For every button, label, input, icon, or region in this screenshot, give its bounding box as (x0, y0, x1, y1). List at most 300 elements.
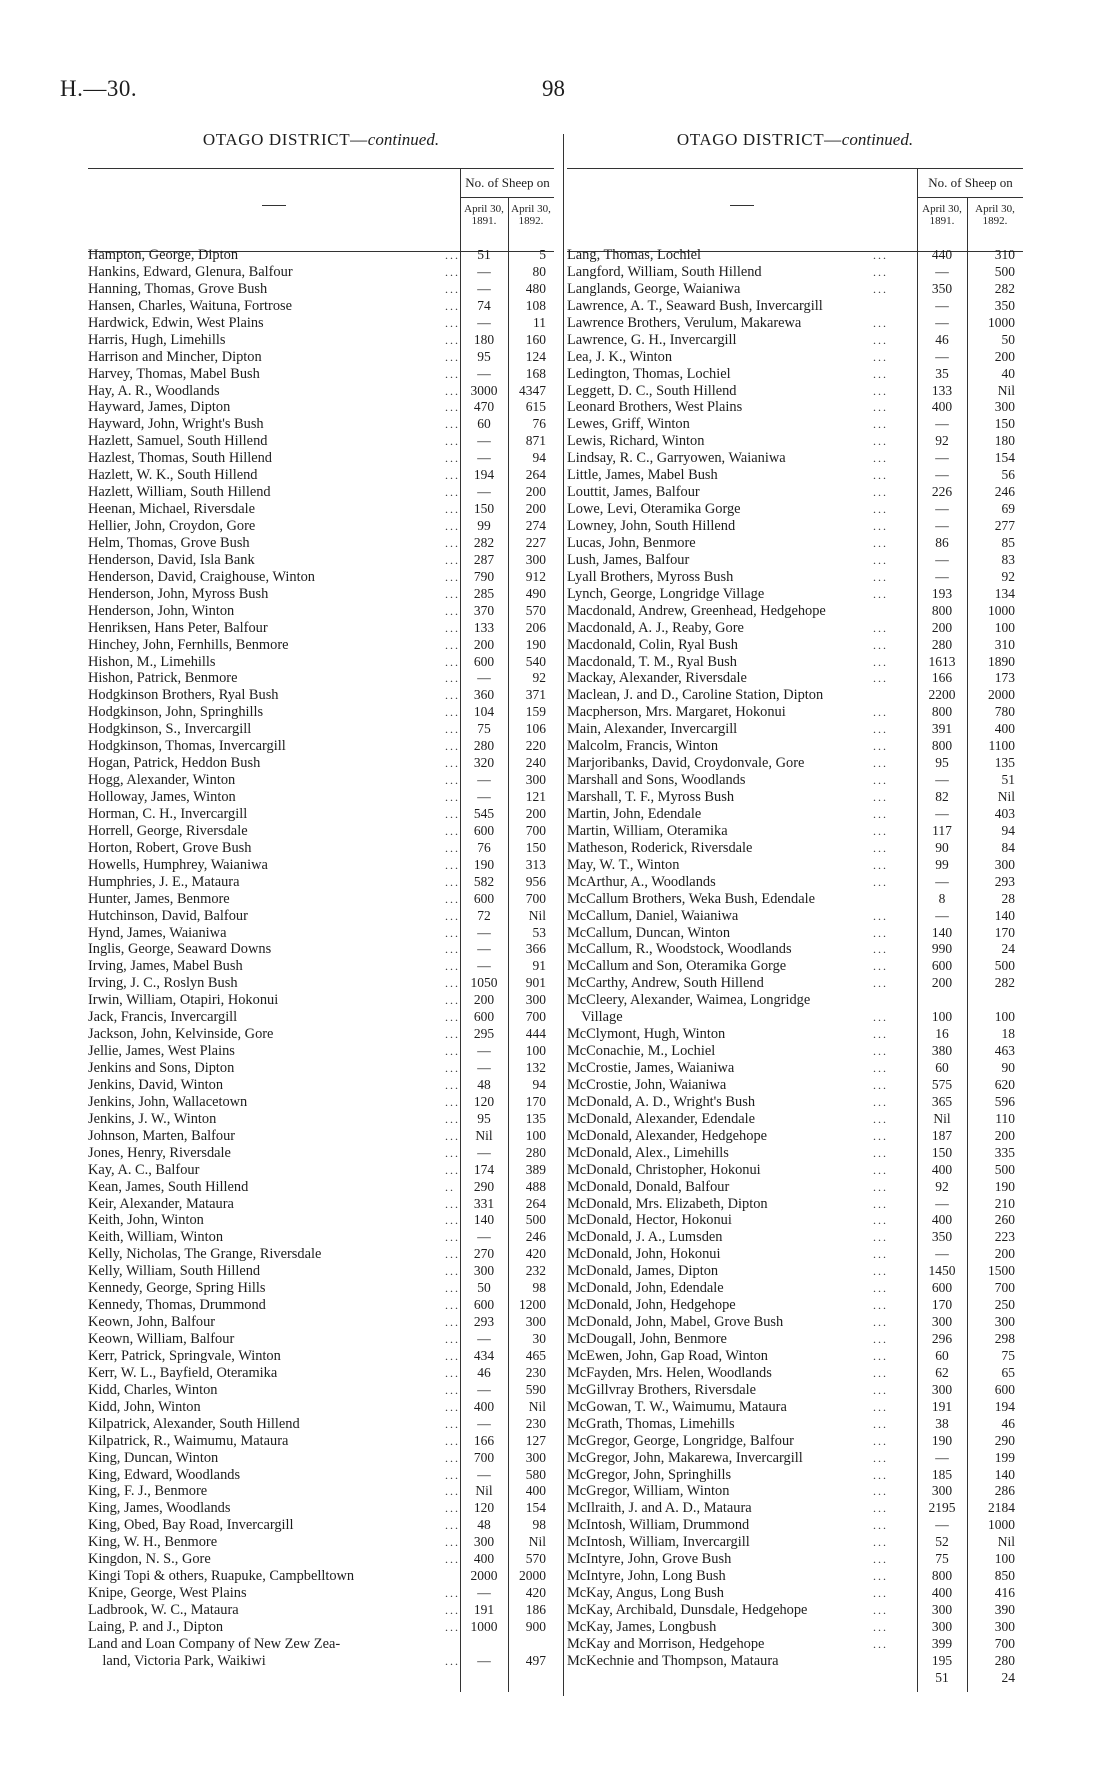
page-number: 98 (542, 76, 565, 101)
leader-dots: ... (873, 1281, 888, 1296)
sheep-1892-value: 335 (994, 1144, 1015, 1160)
table-row (88, 975, 554, 992)
table-row (567, 1026, 1023, 1043)
sheep-1892-value: 277 (994, 518, 1015, 533)
table-row (88, 247, 554, 264)
sheep-1891-value: 600 (931, 958, 953, 974)
leader-dots: ... (873, 654, 888, 669)
leader-dots: ... (873, 1145, 888, 1160)
owner-name: Jenkins, J. W., Winton (88, 1110, 217, 1127)
sheep-1892-value: 200 (525, 805, 546, 821)
owner-name: King, Obed, Bay Road, Invercargill (88, 1517, 294, 1534)
sheep-1891-value: 95 (477, 1110, 491, 1126)
owner-name: Jenkins and Sons, Dipton (88, 1060, 235, 1076)
table-row (567, 1128, 1023, 1145)
sheep-1892-value: 200 (994, 1246, 1015, 1262)
sheep-1892-value: 140 (994, 1466, 1015, 1482)
table-row (88, 1229, 554, 1246)
table-row (88, 298, 554, 315)
table-row (567, 1585, 1023, 1602)
sheep-1891-value: 60 (935, 1060, 949, 1075)
owner-name: McDonald, Christopher, Hokonui (567, 1161, 761, 1178)
sheep-1891-value: 193 (931, 585, 953, 601)
owner-name: Marshall, T. F., Myross Bush (567, 789, 735, 805)
leader-dots: ... (873, 1501, 888, 1516)
leader-dots: ... (445, 857, 460, 872)
table-row (88, 908, 554, 925)
owner-name: Holloway, James, Winton (88, 789, 236, 805)
table-row (567, 518, 1023, 535)
leader-dots: ... (873, 552, 888, 567)
sheep-1891-value: 51 (477, 247, 491, 262)
table-row (88, 840, 554, 857)
sheep-1891-value: 350 (931, 1229, 953, 1245)
table-row (567, 992, 1023, 1009)
sheep-1892-value: 53 (532, 924, 546, 940)
table-row (567, 1534, 1023, 1551)
owner-name: Main, Alexander, Invercargill (567, 721, 738, 738)
table-row (567, 806, 1023, 823)
table-row (88, 416, 554, 433)
sheep-1892-value: 168 (525, 365, 546, 381)
leader-dots: ... (873, 281, 888, 296)
table-row (567, 1653, 1023, 1670)
table-row (88, 1009, 554, 1026)
table-row (88, 1246, 554, 1263)
table-row (567, 1263, 1023, 1280)
sheep-1892-value: 615 (525, 399, 546, 415)
sheep-1891-value: 280 (473, 738, 495, 754)
sheep-1892-value: 46 (1001, 1415, 1015, 1431)
sheep-1891-value: — (477, 263, 491, 279)
sheep-1891-value: — (935, 873, 949, 889)
sheep-1892-value: 1000 (988, 1517, 1015, 1533)
sheep-1891-value: Nil (475, 1483, 493, 1499)
sheep-1892-value: 246 (525, 1229, 546, 1245)
owner-name: McDonald, Alexander, Hedgehope (567, 1127, 768, 1144)
table-row (567, 1314, 1023, 1331)
owner-name: McCallum, Daniel, Waianiwa (567, 907, 739, 924)
leader-dots: ... (445, 1128, 460, 1143)
owner-name: Lewis, Richard, Winton (567, 433, 705, 450)
leader-dots: ... (873, 925, 888, 940)
sheep-1891-value: 1050 (470, 975, 498, 991)
sheep-1891-value: 800 (931, 738, 953, 754)
owner-name: King, James, Woodlands (88, 1500, 231, 1517)
owner-name: Hansen, Charles, Waituna, Fortrose (88, 297, 292, 314)
table-row (567, 552, 1023, 569)
table-row (88, 1162, 554, 1179)
owner-name: Henderson, David, Craighouse, Winton (88, 568, 315, 585)
owner-name: McDonald, John, Edendale (567, 1280, 724, 1297)
sheep-1892-value: 286 (994, 1483, 1015, 1499)
table-row (567, 654, 1023, 671)
leader-dots: ... (445, 925, 460, 940)
table-row (88, 1483, 554, 1500)
owner-name: McDonald, Hector, Hokonui (567, 1212, 732, 1229)
sheep-1892-value: 500 (994, 263, 1015, 279)
owner-name: Harris, Hugh, Limehills (88, 331, 226, 348)
owner-name: Kingi Topi & others, Ruapuke, Campbelltown (88, 1568, 355, 1585)
sheep-1892-value: 1500 (988, 1263, 1015, 1279)
leader-dots: ... (873, 383, 888, 398)
sheep-1892-value: 300 (525, 551, 546, 567)
leader-dots: ... (445, 1230, 460, 1245)
sheep-1892-value: 444 (525, 1026, 546, 1042)
table-row (567, 1009, 1023, 1026)
sheep-1892-value: 850 (994, 1568, 1015, 1584)
owner-name: Macdonald, Colin, Ryal Bush (567, 636, 738, 653)
sheep-1892-value: 300 (525, 1449, 546, 1465)
owner-name: Hampton, George, Dipton (88, 247, 239, 263)
table-row (88, 1263, 554, 1280)
column-title-main: OTAGO DISTRICT— (676, 130, 842, 149)
sheep-1891-value: 400 (931, 1585, 953, 1601)
owner-name: Hogg, Alexander, Winton (88, 772, 236, 789)
owner-name: Hutchinson, David, Balfour (88, 907, 248, 924)
table-row (88, 1450, 554, 1467)
owner-name: Helm, Thomas, Grove Bush (88, 534, 250, 551)
leader-dots: ... (445, 1332, 460, 1346)
header-dash (262, 205, 286, 206)
owner-name: Marshall and Sons, Woodlands (567, 772, 746, 789)
sheep-1892-value: 84 (1001, 839, 1015, 855)
sheep-1891-value: 16 (935, 1026, 949, 1042)
table-row (88, 1111, 554, 1128)
table-row (567, 484, 1023, 501)
leader-dots: ... (445, 1535, 460, 1550)
sheep-1892-value: 250 (994, 1297, 1015, 1313)
table-row (567, 891, 1023, 908)
table-row (88, 857, 554, 874)
leader-dots: ... (445, 315, 460, 330)
leader-dots: ... (445, 993, 460, 1008)
table-row (88, 552, 554, 569)
sheep-1891-value: — (477, 433, 491, 449)
owner-name: McConachie, M., Lochiel (567, 1043, 716, 1060)
leader-dots: ... (445, 1450, 460, 1465)
table-row (88, 349, 554, 366)
sheep-1892-value: 24 (1001, 1669, 1015, 1685)
owner-name: Lyall Brothers, Myross Bush (567, 568, 734, 585)
sheep-1891-value: 191 (473, 1602, 495, 1617)
sheep-1892-value: 700 (994, 1635, 1015, 1651)
table-row (567, 603, 1023, 620)
sheep-1891-value: 600 (473, 890, 495, 906)
owner-name: Hodgkinson, John, Springhills (88, 704, 264, 721)
sheep-1892-value: 300 (994, 399, 1015, 415)
sheep-1892-value: 186 (525, 1602, 546, 1617)
table-row (567, 1670, 1023, 1687)
owner-name: Harvey, Thomas, Mabel Bush (88, 365, 260, 382)
leader-dots: ... (445, 1416, 460, 1431)
table-row (88, 704, 554, 721)
table-row (88, 1636, 554, 1653)
sheep-1891-value: 86 (935, 534, 949, 550)
sheep-1891-value: 2200 (928, 687, 956, 703)
sheep-1891-value: 48 (477, 1076, 491, 1092)
owner-name: Kennedy, Thomas, Drummond (88, 1297, 266, 1314)
owner-name: Macdonald, A. J., Reaby, Gore (567, 619, 744, 636)
owner-name: Martin, John, Edendale (567, 805, 702, 822)
sheep-1892-value: 1000 (988, 602, 1015, 618)
table-row (88, 1602, 554, 1619)
owner-name: Lawrence Brothers, Verulum, Makarewa (567, 314, 802, 331)
table-row (567, 1043, 1023, 1060)
owner-name: Lewes, Griff, Winton (567, 416, 690, 433)
sheep-1891-value: 300 (473, 1534, 495, 1550)
owner-name: Lucas, John, Benmore (567, 534, 696, 551)
sheep-1892-value: 956 (525, 873, 546, 889)
owner-name: Hishon, M., Limehills (88, 653, 216, 670)
table-row (567, 1111, 1023, 1128)
table-row (567, 535, 1023, 552)
leader-dots: ... (873, 264, 888, 279)
sheep-1891-value: — (935, 551, 949, 567)
sheep-1891-value: 990 (931, 941, 953, 957)
leader-dots: ... (445, 468, 460, 483)
sheep-1891-value: 150 (931, 1144, 953, 1160)
sheep-1891-value: — (935, 297, 949, 313)
leader-dots: ... (445, 722, 460, 737)
leader-dots: ... (873, 1332, 888, 1346)
owner-name: McDonald, J. A., Lumsden (567, 1229, 723, 1246)
sheep-1892-value: 298 (994, 1331, 1015, 1346)
right-column (567, 130, 1023, 1685)
owner-name: Hogan, Patrick, Heddon Bush (88, 755, 261, 772)
sheep-1891-value: 800 (931, 704, 953, 720)
owner-name: Marjoribanks, David, Croydonvale, Gore (567, 755, 805, 772)
table-row (567, 399, 1023, 416)
sheep-1892-value: 100 (994, 1551, 1015, 1567)
leader-dots: ... (445, 1298, 460, 1313)
sheep-1892-value: 280 (994, 1652, 1015, 1668)
leader-dots: ... (873, 1027, 888, 1042)
leader-dots: ... (873, 1484, 888, 1499)
sheep-1891-value: 331 (473, 1195, 495, 1211)
sheep-1892-value: 570 (525, 1551, 546, 1567)
sheep-1892-value: 901 (525, 975, 546, 991)
sheep-1892-value: 300 (525, 772, 546, 788)
table-row (567, 1162, 1023, 1179)
table-row (88, 687, 554, 704)
leader-dots: ... (445, 1281, 460, 1296)
owner-name: Keith, John, Winton (88, 1212, 204, 1229)
sheep-1892-value: 371 (525, 687, 546, 703)
owner-name: King, Edward, Woodlands (88, 1466, 241, 1483)
owner-name: Lawrence, G. H., Invercargill (567, 331, 737, 348)
sheep-1892-value: 206 (525, 619, 546, 635)
owner-name: McGregor, John, Springhills (567, 1466, 732, 1483)
sheep-1892-value: 154 (994, 450, 1015, 466)
leader-dots: ... (445, 1145, 460, 1160)
leader-dots: ... (873, 756, 888, 771)
owner-name: Hazlett, W. K., South Hillend (88, 467, 258, 484)
table-row (88, 925, 554, 942)
owner-name: Hayward, James, Dipton (88, 399, 231, 416)
sheep-1891-value: 82 (935, 789, 949, 804)
table-row (567, 433, 1023, 450)
sheep-1891-value: 200 (931, 975, 953, 991)
sheep-1891-value: — (477, 1381, 491, 1397)
sheep-1892-value: 264 (525, 1195, 546, 1211)
sheep-1891-value: — (477, 450, 491, 466)
sheep-1891-value: 200 (473, 992, 495, 1008)
sheep-1891-value: 400 (931, 1161, 953, 1177)
sheep-1892-value: 590 (525, 1381, 546, 1397)
sheep-1892-value: 300 (994, 1314, 1015, 1330)
sheep-1892-value: 2000 (988, 687, 1015, 703)
sheep-1891-value: 300 (931, 1314, 953, 1330)
sheep-1891-value: — (477, 1585, 491, 1601)
table-row (88, 1043, 554, 1060)
sheep-1892-value: 154 (525, 1500, 546, 1516)
sheep-1891-value: — (477, 958, 491, 974)
leader-dots: ... (873, 1010, 888, 1025)
leader-dots: ... (445, 1111, 460, 1126)
table-row (88, 738, 554, 755)
sheep-1892-value: 389 (525, 1161, 546, 1177)
table-row (88, 1348, 554, 1365)
table-row (88, 484, 554, 501)
leader-dots: ... (873, 1416, 888, 1431)
table-row (567, 1619, 1023, 1636)
sheep-1891-value: 287 (473, 551, 495, 567)
sheep-1891-value: 72 (477, 907, 491, 923)
sheep-1892-value: Nil (997, 382, 1015, 398)
sheep-1892-value: 465 (525, 1347, 546, 1363)
sheep-1892-value: 223 (994, 1229, 1015, 1245)
sheep-1892-value: 100 (525, 1127, 546, 1143)
sheep-1891-value: 92 (935, 1178, 949, 1194)
table-row (567, 874, 1023, 891)
owner-name: Horton, Robert, Grove Bush (88, 839, 252, 856)
sheep-1891-value: 226 (931, 484, 953, 500)
table-row (567, 637, 1023, 654)
owner-name: Lush, James, Balfour (567, 551, 690, 568)
sheep-1892-value: 400 (525, 1483, 546, 1499)
leader-dots: ... (873, 1603, 888, 1617)
owner-name: Kidd, John, Winton (88, 1398, 201, 1415)
leader-dots: ... (873, 535, 888, 550)
sheep-1891-value: 293 (473, 1314, 495, 1330)
sheep-1891-value: 285 (473, 585, 495, 601)
sheep-1891-value: — (477, 670, 491, 686)
owner-name: McCrostie, John, Waianiwa (567, 1076, 727, 1093)
owner-name: May, W. T., Winton (567, 856, 680, 873)
sheep-1891-value: 1000 (470, 1618, 498, 1634)
sheep-1892-value: 300 (525, 1314, 546, 1330)
leader-dots: ... (445, 298, 460, 313)
owner-name: Keown, William, Balfour (88, 1331, 235, 1347)
sheep-1891-value: 99 (935, 856, 949, 872)
sheep-1892-value: 98 (532, 1280, 546, 1296)
leader-dots: ... (873, 1365, 888, 1380)
sheep-1891-value: 582 (473, 873, 495, 889)
sheep-1891-value: 434 (473, 1347, 495, 1363)
sheep-1891-value: — (935, 450, 949, 466)
table-row (567, 1060, 1023, 1077)
leader-dots: ... (873, 1552, 888, 1567)
sheep-1891-value: 60 (935, 1347, 949, 1363)
sheep-1891-value: 76 (477, 839, 491, 855)
owner-name: McCallum and Son, Oteramika Gorge (567, 958, 787, 975)
sheep-1892-value: 230 (525, 1364, 546, 1380)
sheep-1892-value: 366 (525, 941, 546, 957)
owner-name: Little, James, Mabel Bush (567, 467, 718, 484)
sheep-1892-value: 780 (994, 704, 1015, 720)
sheep-1892-value: 51 (1001, 772, 1015, 788)
leader-dots: ... (445, 281, 460, 296)
owner-name: Henriksen, Hans Peter, Balfour (88, 619, 268, 636)
sheep-1892-value: 500 (525, 1212, 546, 1228)
sheep-1891-value: 1613 (928, 653, 956, 669)
owner-name: Kidd, Charles, Winton (88, 1381, 218, 1398)
leader-dots: ... (873, 1196, 888, 1211)
owner-name: McDonald, James, Dipton (567, 1263, 719, 1280)
sheep-1891-value: — (477, 484, 491, 500)
sheep-1892-value: 2184 (988, 1500, 1015, 1516)
leader-dots: ... (445, 569, 460, 584)
leader-dots: ... (873, 1315, 888, 1330)
leader-dots: ... (445, 671, 460, 686)
leader-dots: ... (873, 349, 888, 364)
sheep-1891-value: 600 (931, 1280, 953, 1296)
owner-name: Jones, Henry, Riversdale (88, 1144, 231, 1161)
owner-name: Heenan, Michael, Riversdale (88, 501, 256, 518)
sheep-1892-value: 280 (525, 1144, 546, 1160)
sheep-1891-value: 8 (938, 890, 946, 906)
sheep-1891-value: 174 (473, 1161, 495, 1177)
sheep-1892-value: 135 (994, 755, 1015, 771)
table-row (567, 1382, 1023, 1399)
table-row (88, 789, 554, 806)
sheep-1892-value: 11 (533, 314, 546, 330)
sheep-1892-value: 540 (525, 653, 546, 669)
sheep-1891-value: 187 (931, 1127, 953, 1143)
leader-dots: ... (873, 874, 888, 889)
leader-dots: ... (873, 671, 888, 686)
sheep-1891-value: 166 (931, 670, 953, 686)
sheep-1892-value: 230 (525, 1415, 546, 1431)
table-row (567, 975, 1023, 992)
sheep-1891-value: 46 (477, 1364, 491, 1380)
sheep-1892-value: 199 (994, 1449, 1015, 1465)
table-row (567, 1467, 1023, 1484)
leader-dots: ... (445, 1044, 460, 1059)
sheep-1891-value: — (477, 1466, 491, 1482)
header-dash (730, 205, 754, 206)
table-row (88, 1196, 554, 1213)
owner-name: Hardwick, Edwin, West Plains (88, 314, 264, 331)
leader-dots: ... (873, 1298, 888, 1313)
year-1892-header: April 30, 1892. (975, 203, 1015, 227)
table-row (567, 958, 1023, 975)
owner-name: McIntosh, William, Drummond (567, 1517, 750, 1534)
table-row (88, 1179, 554, 1196)
sheep-1892-value: 56 (1001, 467, 1015, 483)
owner-name: Hynd, James, Waianiwa (88, 924, 227, 941)
owner-name: McClymont, Hugh, Winton (567, 1026, 726, 1043)
sheep-1892-value: 310 (994, 636, 1015, 652)
leader-dots: ... (445, 366, 460, 381)
leader-dots: ... (445, 1518, 460, 1533)
leader-dots: ... (873, 1179, 888, 1194)
sheep-1891-value: 600 (473, 1009, 495, 1025)
table-row (88, 620, 554, 637)
sheep-1892-value: 106 (525, 721, 546, 737)
leader-dots: ... (445, 773, 460, 788)
